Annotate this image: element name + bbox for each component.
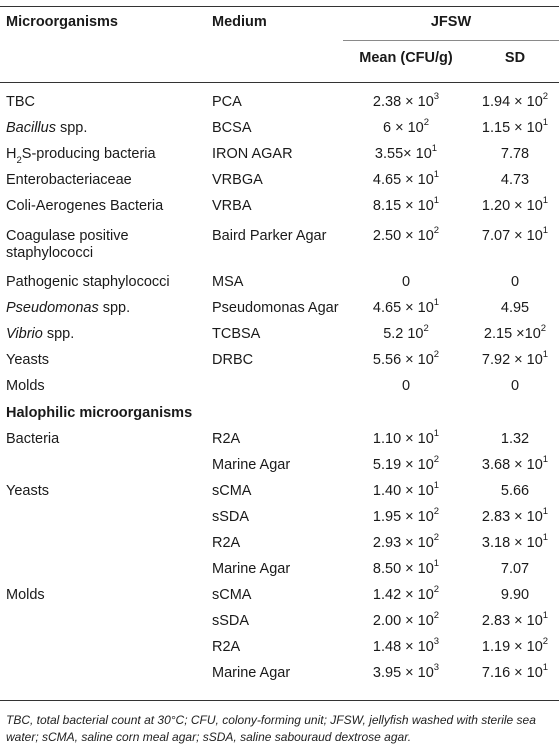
organism-name: Molds — [6, 587, 45, 603]
mean-value: $4.65 \times 10^1$ — [372, 297, 440, 316]
exponent: 1 — [542, 532, 549, 544]
sd-value: $1.19 \times 10^2$ — [481, 636, 549, 655]
exponent: 1 — [542, 195, 549, 207]
sd-value: $7.07 \times 10^1$ — [481, 225, 549, 244]
organism-name: Yeasts — [6, 352, 49, 368]
medium-name: Marine Agar — [212, 665, 291, 681]
mean-value: $3.55\times 10^1$ — [374, 143, 438, 162]
exponent: 1 — [542, 117, 549, 129]
mean-value: $2.38 \times 10^3$ — [372, 91, 440, 110]
exponent: 2 — [433, 532, 440, 544]
mean-value: $1.10 \times 10^1$ — [372, 428, 440, 447]
exponent: 3 — [433, 636, 440, 648]
sd-value: $2.83 \times 10^1$ — [481, 610, 549, 629]
exponent: 1 — [542, 506, 549, 518]
sd-value: $3.68 \times 10^1$ — [481, 454, 549, 473]
sd-value: 4.73 — [500, 172, 530, 188]
medium-name: VRBGA — [212, 172, 263, 188]
sd-value: $2.83 \times 10^1$ — [481, 506, 549, 525]
organism-name: Pathogenic staphylococci — [6, 274, 170, 290]
sd-value: $1.94 \times 10^2$ — [481, 91, 549, 110]
exponent: 1 — [542, 225, 549, 237]
medium-name: R2A — [212, 535, 241, 551]
exponent: 2 — [433, 610, 440, 622]
medium-name: TCBSA — [212, 326, 261, 342]
organism-name: Yeasts — [6, 483, 49, 499]
mean-value: 0 — [401, 378, 411, 394]
mean-value: $2.50 \times 10^2$ — [372, 225, 440, 244]
exponent: 2 — [423, 323, 429, 335]
mean-value: $4.65 \times 10^1$ — [372, 169, 440, 188]
medium-name: Marine Agar — [212, 561, 291, 577]
exponent: 1 — [433, 169, 440, 181]
mean-value: $1.40 \times 10^1$ — [372, 480, 440, 499]
mean-value: $3.95 \times 10^3$ — [372, 662, 440, 681]
organism-genus: Pseudomonas — [6, 300, 99, 316]
header-medium: Medium — [212, 14, 267, 30]
sd-value: 1.32 — [500, 431, 530, 447]
medium-name: sSDA — [212, 509, 250, 525]
exponent: 2 — [540, 323, 547, 335]
organism-genus: Vibrio — [6, 326, 43, 342]
medium-name: IRON AGAR — [212, 146, 293, 162]
exponent: 1 — [433, 428, 440, 440]
organism-name: Bacillus spp. — [6, 120, 88, 136]
sd-value: $7.92 \times 10^1$ — [481, 349, 549, 368]
sd-value: 0 — [510, 274, 520, 290]
exponent: 1 — [431, 143, 438, 155]
exponent: 1 — [542, 349, 549, 361]
mean-value: $8.50 \times 10^1$ — [372, 558, 440, 577]
sd-value: 5.66 — [500, 483, 530, 499]
medium-name: sCMA — [212, 587, 252, 603]
organism-name: $H_2S$-producing bacteria — [6, 146, 156, 166]
sd-value: 9.90 — [500, 587, 530, 603]
exponent: 1 — [542, 610, 549, 622]
header-sd: SD — [504, 50, 526, 66]
medium-name: sSDA — [212, 613, 250, 629]
medium-name: DRBC — [212, 352, 254, 368]
sd-value: $3.18 \times 10^1$ — [481, 532, 549, 551]
exponent: 1 — [433, 297, 440, 309]
sd-value: 7.07 — [500, 561, 530, 577]
exponent: 2 — [433, 225, 440, 237]
organism-genus: Bacillus — [6, 120, 56, 136]
medium-name: R2A — [212, 639, 241, 655]
header-bottom-rule — [0, 82, 559, 83]
exponent: 2 — [542, 636, 549, 648]
exponent: 2 — [433, 454, 440, 466]
sd-value: $1.20 \times 10^1$ — [481, 195, 549, 214]
mean-value: $2.00 \times 10^2$ — [372, 610, 440, 629]
table-footnote: TBC, total bacterial count at 30°C; CFU, colony-forming unit; JFSW, jellyfish washed with sterile sea water; sCMA, saline corn meal agar; sSDA, saline sabouraud dextrose agar. — [6, 713, 536, 744]
medium-name: Baird Parker Agar — [212, 228, 327, 244]
section-title: Halophilic microorganisms — [6, 405, 193, 421]
organism-name: Bacteria — [6, 431, 60, 447]
exponent: 1 — [542, 454, 549, 466]
medium-name: Pseudomonas Agar — [212, 300, 339, 316]
exponent: 2 — [433, 349, 440, 361]
mean-value: $5.19 \times 10^2$ — [372, 454, 440, 473]
exponent: 1 — [433, 558, 440, 570]
medium-name: MSA — [212, 274, 244, 290]
exponent: 1 — [542, 662, 549, 674]
exponent: 1 — [433, 480, 440, 492]
mean-value: $1.95 \times 10^2$ — [372, 506, 440, 525]
organism-name: Enterobacteriaceae — [6, 172, 132, 188]
exponent: 3 — [433, 662, 440, 674]
mean-value: $6 \times 10^2$ — [382, 117, 429, 136]
organism-name: TBC — [6, 94, 35, 110]
mean-value: 5.2 $10^2$ — [383, 323, 429, 342]
exponent: 2 — [542, 91, 549, 103]
table-top-rule — [0, 6, 559, 7]
exponent: 3 — [433, 91, 440, 103]
exponent: 2 — [423, 117, 429, 129]
sd-value: $1.15 \times 10^1$ — [481, 117, 549, 136]
header-microorganisms: Microorganisms — [6, 14, 118, 30]
organism-name: Coagulase positive staphylococci — [6, 228, 129, 261]
mean-value: $5.56 \times 10^2$ — [372, 349, 440, 368]
sd-value: 4.95 — [500, 300, 530, 316]
exponent: 1 — [433, 195, 440, 207]
mean-value: 0 — [401, 274, 411, 290]
exponent: 2 — [433, 506, 440, 518]
jfsw-sub-rule — [343, 40, 559, 41]
medium-name: sCMA — [212, 483, 252, 499]
sd-value: $7.16 \times 10^1$ — [481, 662, 549, 681]
sd-value: 7.78 — [500, 146, 530, 162]
sd-value: 0 — [510, 378, 520, 394]
organism-name: Molds — [6, 378, 45, 394]
subscript: 2 — [16, 154, 22, 166]
organism-name: Vibrio spp. — [6, 326, 75, 342]
medium-name: BCSA — [212, 120, 252, 136]
organism-name: Pseudomonas spp. — [6, 300, 131, 316]
organism-name: Coli-Aerogenes Bacteria — [6, 198, 164, 214]
medium-name: R2A — [212, 431, 241, 447]
mean-value: $1.48 \times 10^3$ — [372, 636, 440, 655]
header-jfsw: JFSW — [430, 14, 472, 30]
mean-value: $2.93 \times 10^2$ — [372, 532, 440, 551]
sd-value: $2.15 \times 10^2$ — [483, 323, 547, 342]
medium-name: Marine Agar — [212, 457, 291, 473]
exponent: 2 — [433, 584, 440, 596]
medium-name: VRBA — [212, 198, 252, 214]
mean-value: $8.15 \times 10^1$ — [372, 195, 440, 214]
mean-value: $1.42 \times 10^2$ — [372, 584, 440, 603]
medium-name: PCA — [212, 94, 242, 110]
table-bottom-rule — [0, 700, 559, 701]
header-mean: Mean (CFU/g) — [359, 50, 453, 66]
